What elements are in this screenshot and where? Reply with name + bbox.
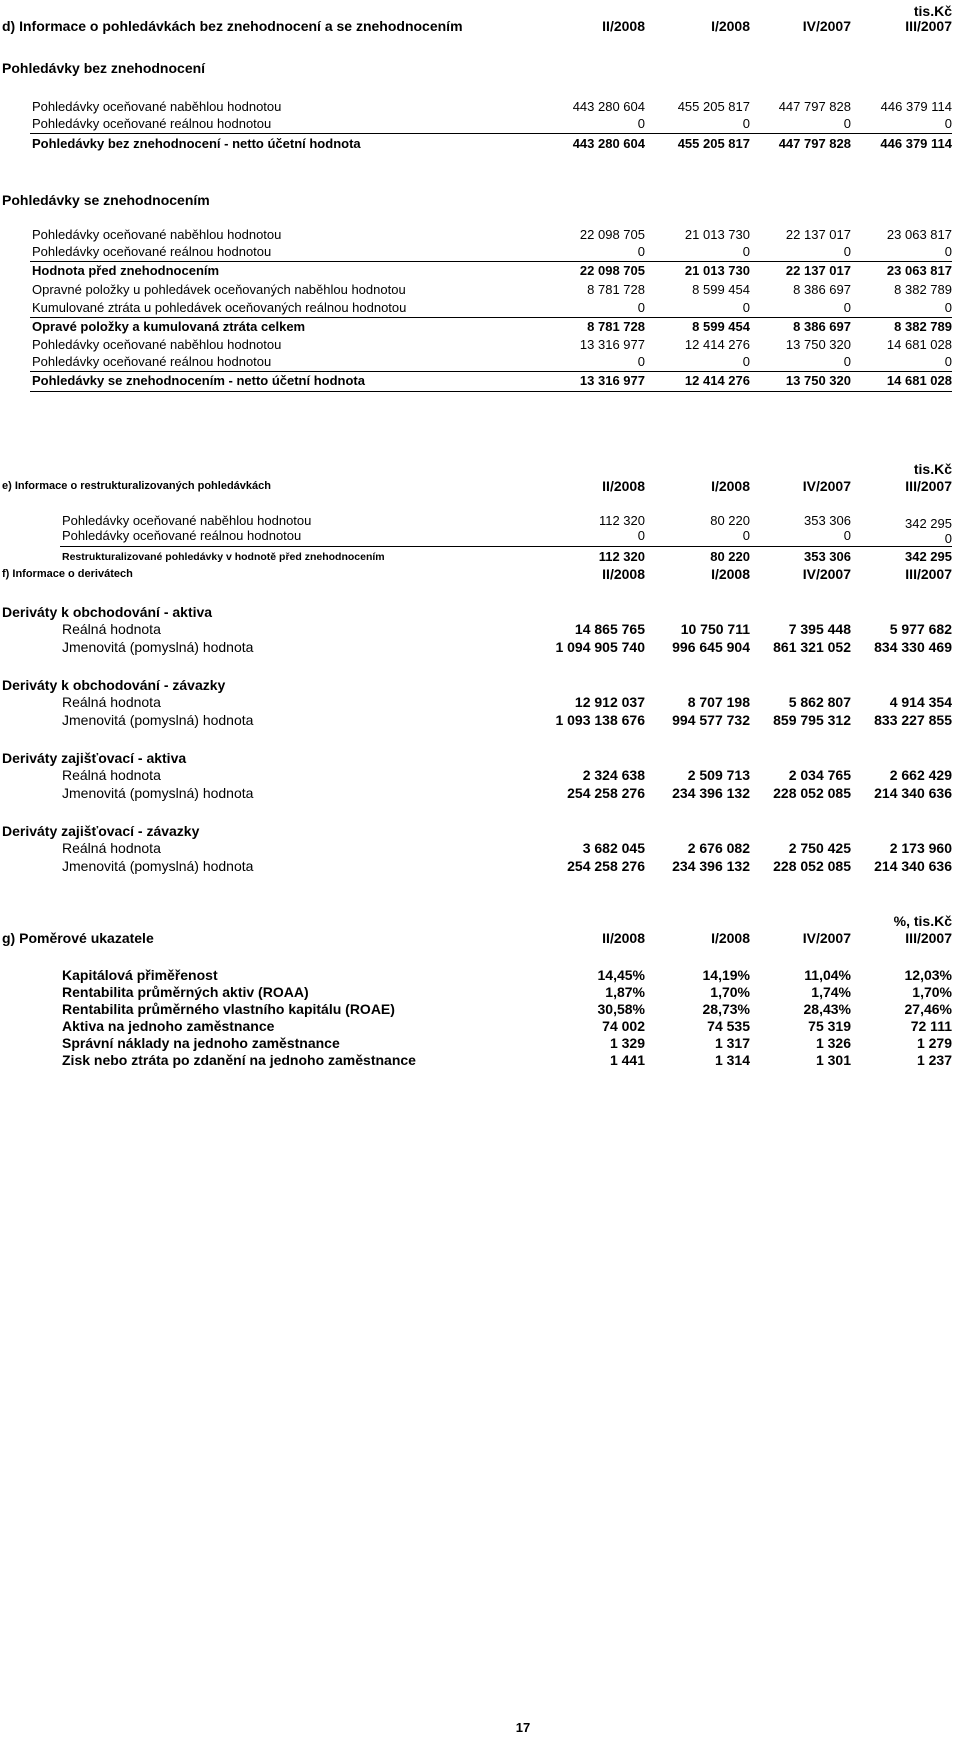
- cell: 8 707 198: [687, 694, 750, 710]
- cell: 28,73%: [702, 1001, 750, 1017]
- unit-label: tis.Kč: [913, 3, 952, 19]
- table-header-row: [0, 477, 960, 495]
- cell: 72 111: [910, 1018, 952, 1034]
- table-row: [0, 226, 960, 244]
- cell: 75 319: [808, 1018, 851, 1034]
- table-row: [0, 243, 960, 261]
- table-row: [0, 966, 960, 984]
- row-label: Pohledávky oceňované reálnou hodnotou: [32, 116, 272, 131]
- cell: 861 321 052: [773, 639, 851, 655]
- cell: 8 599 454: [692, 319, 750, 334]
- cell: 2 324 638: [582, 767, 645, 783]
- table-row: [0, 784, 960, 802]
- cell: 1 326: [815, 1035, 851, 1051]
- row-label: Správní náklady na jednoho zaměstnance: [62, 1035, 340, 1051]
- table-header-row: [0, 17, 960, 35]
- cell: 13 316 977: [579, 373, 645, 388]
- row-label: Pohledávky bez znehodnocení - netto účetní hodnota: [32, 136, 361, 151]
- cell: 234 396 132: [672, 785, 750, 801]
- cell: 0: [637, 116, 645, 131]
- table-row: [0, 353, 960, 371]
- cell: 0: [637, 528, 645, 543]
- cell: 23 063 817: [886, 227, 952, 242]
- table-row: [0, 711, 960, 729]
- cell: 1,70%: [912, 984, 952, 1000]
- cell: 447 797 828: [778, 99, 851, 114]
- cell: 353 306: [804, 549, 851, 564]
- cell: 14,19%: [702, 967, 750, 983]
- cell: 1 441: [609, 1052, 645, 1068]
- cell: 22 098 705: [579, 227, 645, 242]
- column-header: IV/2007: [802, 18, 851, 34]
- column-header: II/2008: [602, 930, 645, 946]
- cell: 0: [843, 244, 851, 259]
- cell: 8 781 728: [587, 282, 645, 297]
- cell: 0: [843, 354, 851, 369]
- column-header: III/2007: [905, 478, 952, 494]
- cell: 8 386 697: [793, 282, 851, 297]
- row-label: Rentabilita průměrného vlastního kapitálu (ROAE): [62, 1001, 395, 1017]
- row-label: Kumulované ztráta u pohledávek oceňovaných reálnou hodnotou: [32, 300, 407, 315]
- cell: 1,74%: [811, 984, 851, 1000]
- cell: 22 098 705: [579, 263, 645, 278]
- cell: 0: [944, 300, 952, 315]
- table-row: [0, 693, 960, 711]
- cell: 0: [944, 244, 952, 259]
- cell: 0: [637, 300, 645, 315]
- table-row: [0, 839, 960, 857]
- cell: 3 682 045: [582, 840, 645, 856]
- column-header: II/2008: [602, 566, 645, 582]
- cell: 27,46%: [904, 1001, 952, 1017]
- cell: 0: [944, 531, 952, 546]
- cell: 0: [742, 528, 750, 543]
- cell: 0: [637, 354, 645, 369]
- cell: 13 750 320: [785, 373, 851, 388]
- table-header-row: [0, 565, 960, 583]
- cell: 22 137 017: [785, 263, 851, 278]
- cell: 1 237: [916, 1052, 952, 1068]
- cell: 1,87%: [605, 984, 645, 1000]
- cell: 8 386 697: [793, 319, 851, 334]
- column-header: IV/2007: [802, 566, 851, 582]
- cell: 0: [742, 244, 750, 259]
- table-row: [0, 548, 960, 566]
- group-heading-row: [0, 191, 960, 209]
- cell: 14 865 765: [574, 621, 645, 637]
- cell: 0: [944, 116, 952, 131]
- row-label: Reálná hodnota: [62, 840, 161, 856]
- column-header: I/2008: [711, 478, 750, 494]
- cell: 8 382 789: [894, 282, 952, 297]
- table-row: [0, 857, 960, 875]
- cell: 8 599 454: [692, 282, 750, 297]
- cell: 834 330 469: [874, 639, 952, 655]
- cell: 455 205 817: [677, 136, 750, 151]
- row-label: Pohledávky oceňované reálnou hodnotou: [62, 528, 302, 543]
- cell: 12,03%: [904, 967, 952, 983]
- divider: [60, 546, 952, 547]
- table-row: [0, 983, 960, 1001]
- cell: 994 577 732: [672, 712, 750, 728]
- cell: 22 137 017: [785, 227, 851, 242]
- cell: 2 034 765: [788, 767, 851, 783]
- cell: 1 094 905 740: [555, 639, 645, 655]
- cell: 80 220: [710, 549, 750, 564]
- cell: 10 750 711: [680, 621, 750, 637]
- cell: 353 306: [804, 513, 851, 528]
- cell: 112 320: [598, 549, 645, 564]
- cell: 342 295: [905, 516, 952, 531]
- cell: 996 645 904: [672, 639, 750, 655]
- row-label: Kapitálová přiměřenost: [62, 967, 218, 983]
- cell: 228 052 085: [773, 785, 851, 801]
- cell: 859 795 312: [773, 712, 851, 728]
- cell: 14 681 028: [886, 337, 952, 352]
- column-header: IV/2007: [802, 478, 851, 494]
- row-label: Jmenovitá (pomyslná) hodnota: [62, 639, 254, 655]
- table-row: [0, 1017, 960, 1035]
- page-number: 17: [515, 1720, 531, 1735]
- cell: 2 750 425: [788, 840, 851, 856]
- row-label: Reálná hodnota: [62, 694, 161, 710]
- section-title: e) Informace o restrukturalizovaných pohledávkách: [2, 480, 271, 492]
- column-header: III/2007: [905, 566, 952, 582]
- cell: 443 280 604: [572, 136, 645, 151]
- cell: 1 329: [609, 1035, 645, 1051]
- cell: 1 314: [714, 1052, 750, 1068]
- cell: 234 396 132: [672, 858, 750, 874]
- cell: 342 295: [905, 549, 952, 564]
- cell: 112 320: [598, 513, 645, 528]
- cell: 2 676 082: [687, 840, 750, 856]
- cell: 74 002: [602, 1018, 645, 1034]
- cell: 2 173 960: [889, 840, 952, 856]
- table-row: [0, 1034, 960, 1052]
- cell: 14,45%: [597, 967, 645, 983]
- cell: 5 862 807: [788, 694, 851, 710]
- table-row: [0, 299, 960, 317]
- row-label: Pohledávky oceňované naběhlou hodnotou: [32, 99, 282, 114]
- row-label: Restrukturalizované pohledávky v hodnotě před znehodnocením: [62, 551, 385, 563]
- unit-label: tis.Kč: [913, 461, 952, 477]
- row-label: Rentabilita průměrných aktiv (ROAA): [62, 984, 309, 1000]
- row-label: Hodnota před znehodnocením: [32, 263, 220, 278]
- group-heading: Pohledávky bez znehodnocení: [2, 60, 206, 76]
- column-header: III/2007: [905, 18, 952, 34]
- column-header: I/2008: [711, 18, 750, 34]
- row-label: Pohledávky oceňované naběhlou hodnotou: [62, 513, 312, 528]
- cell: 1 317: [714, 1035, 750, 1051]
- group-heading-row: [0, 822, 960, 840]
- table-row: [0, 318, 960, 336]
- column-header: IV/2007: [802, 930, 851, 946]
- row-label: Pohledávky oceňované naběhlou hodnotou: [32, 227, 282, 242]
- cell: 14 681 028: [886, 373, 952, 388]
- table-header-row: [0, 929, 960, 947]
- column-header: II/2008: [602, 18, 645, 34]
- row-label: Pohledávky oceňované reálnou hodnotou: [32, 354, 272, 369]
- cell: 447 797 828: [778, 136, 851, 151]
- section-title: d) Informace o pohledávkách bez znehodnocení a se znehodnocením: [2, 18, 463, 34]
- cell: 0: [742, 116, 750, 131]
- row-label: Reálná hodnota: [62, 767, 161, 783]
- cell: 446 379 114: [880, 99, 952, 114]
- cell: 1 279: [916, 1035, 952, 1051]
- column-header: II/2008: [602, 478, 645, 494]
- group-heading-row: [0, 676, 960, 694]
- cell: 0: [843, 528, 851, 543]
- table-row: [0, 372, 960, 390]
- column-header: III/2007: [905, 930, 952, 946]
- cell: 443 280 604: [572, 99, 645, 114]
- cell: 0: [944, 354, 952, 369]
- group-heading: Deriváty zajišťovací - závazky: [2, 823, 200, 839]
- cell: 214 340 636: [874, 858, 952, 874]
- cell: 228 052 085: [773, 858, 851, 874]
- table-row: [0, 281, 960, 299]
- group-heading-row: [0, 749, 960, 767]
- cell: 13 316 977: [579, 337, 645, 352]
- table-row: [0, 766, 960, 784]
- section-title: g) Poměrové ukazatele: [2, 930, 154, 946]
- table-row: [0, 336, 960, 354]
- cell: 254 258 276: [567, 785, 645, 801]
- row-label: Aktiva na jednoho zaměstnance: [62, 1018, 275, 1034]
- section-title: f) Informace o derivátech: [2, 568, 133, 580]
- row-label: Jmenovitá (pomyslná) hodnota: [62, 858, 254, 874]
- cell: 1 301: [815, 1052, 851, 1068]
- cell: 28,43%: [803, 1001, 851, 1017]
- cell: 1 093 138 676: [555, 712, 645, 728]
- cell: 833 227 855: [874, 712, 952, 728]
- cell: 446 379 114: [880, 136, 952, 151]
- group-heading: Pohledávky se znehodnocením: [2, 192, 210, 208]
- group-heading: Deriváty k obchodování - závazky: [2, 677, 226, 693]
- cell: 21 013 730: [684, 263, 750, 278]
- cell: 455 205 817: [677, 99, 750, 114]
- cell: 12 414 276: [684, 337, 750, 352]
- cell: 21 013 730: [684, 227, 750, 242]
- cell: 23 063 817: [886, 263, 952, 278]
- cell: 13 750 320: [785, 337, 851, 352]
- cell: 214 340 636: [874, 785, 952, 801]
- table-row: [0, 98, 960, 116]
- table-row: [0, 638, 960, 656]
- cell: 30,58%: [597, 1001, 645, 1017]
- cell: 8 781 728: [587, 319, 645, 334]
- cell: 74 535: [707, 1018, 750, 1034]
- row-label: Pohledávky oceňované reálnou hodnotou: [32, 244, 272, 259]
- unit-label: %, tis.Kč: [893, 913, 952, 929]
- cell: 2 662 429: [889, 767, 952, 783]
- table-row: [0, 262, 960, 280]
- cell: 4 914 354: [889, 694, 952, 710]
- cell: 8 382 789: [894, 319, 952, 334]
- cell: 5 977 682: [889, 621, 952, 637]
- group-heading: Deriváty k obchodování - aktiva: [2, 604, 213, 620]
- table-row: [0, 115, 960, 133]
- column-header: I/2008: [711, 930, 750, 946]
- cell: 0: [742, 300, 750, 315]
- cell: 0: [843, 300, 851, 315]
- cell: 254 258 276: [567, 858, 645, 874]
- row-label: Opravné položky u pohledávek oceňovaných naběhlou hodnotou: [32, 282, 406, 297]
- group-heading: Deriváty zajišťovací - aktiva: [2, 750, 187, 766]
- table-row: [0, 1051, 960, 1069]
- column-header: I/2008: [711, 566, 750, 582]
- row-label: Pohledávky se znehodnocením - netto účetní hodnota: [32, 373, 365, 388]
- cell: 12 414 276: [684, 373, 750, 388]
- cell: 0: [742, 354, 750, 369]
- row-label: Jmenovitá (pomyslná) hodnota: [62, 712, 254, 728]
- divider: [30, 133, 952, 134]
- table-row: [0, 527, 960, 545]
- table-row: [0, 620, 960, 638]
- group-heading-row: [0, 603, 960, 621]
- row-label: Opravé položky a kumulovaná ztráta celkem: [32, 319, 306, 334]
- table-row: [0, 1000, 960, 1018]
- cell: 0: [843, 116, 851, 131]
- cell: 1,70%: [710, 984, 750, 1000]
- row-label: Reálná hodnota: [62, 621, 161, 637]
- row-label: Pohledávky oceňované naběhlou hodnotou: [32, 337, 282, 352]
- cell: 12 912 037: [574, 694, 645, 710]
- row-label: Jmenovitá (pomyslná) hodnota: [62, 785, 254, 801]
- cell: 0: [637, 244, 645, 259]
- row-label: Zisk nebo ztráta po zdanění na jednoho zaměstnance: [62, 1052, 416, 1068]
- cell: 7 395 448: [788, 621, 851, 637]
- group-heading-row: [0, 59, 960, 77]
- divider: [30, 391, 952, 392]
- cell: 11,04%: [804, 967, 851, 983]
- table-row: [0, 135, 960, 153]
- cell: 80 220: [710, 513, 750, 528]
- cell: 2 509 713: [687, 767, 750, 783]
